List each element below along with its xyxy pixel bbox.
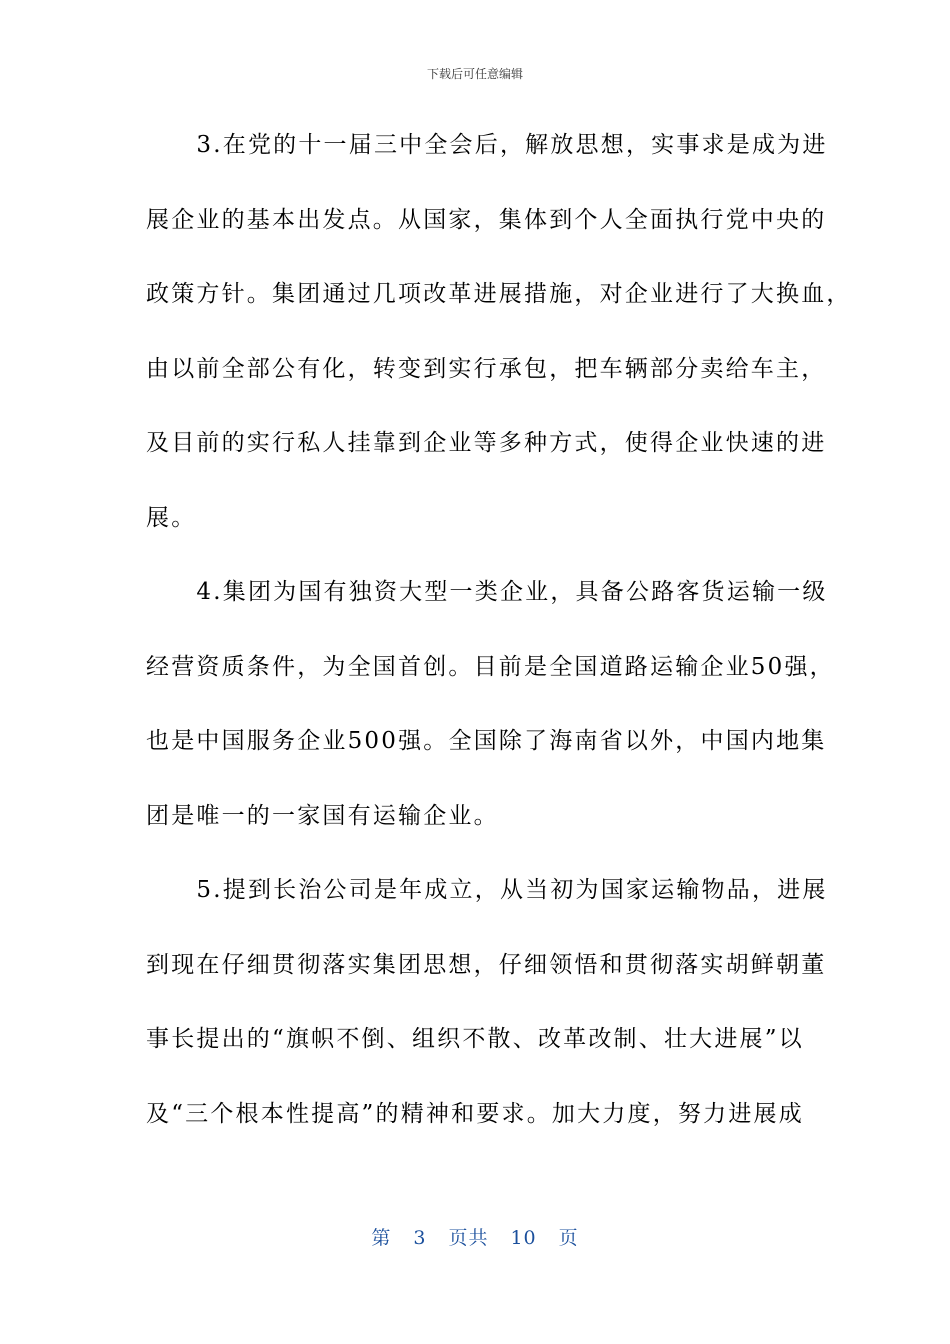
- footer-middle: 页共: [448, 1227, 489, 1249]
- document-body: [146, 122, 852, 1165]
- text-line: 事长提出的“旗帜不倒、组织不散、改革改制、壮大进展”以: [146, 1026, 804, 1052]
- text-line: 5.提到长治公司是年成立，从当初为国家运输物品，进展: [146, 877, 828, 903]
- text-line: 团是唯一的一家国有运输企业。: [146, 802, 499, 829]
- text-line: 3.在党的十一届三中全会后，解放思想，实事求是成为进: [146, 132, 828, 158]
- text-line: 经营资质条件，为全国首创。目前是全国道路运输企业50强，: [146, 653, 835, 680]
- paragraph-5: [146, 867, 828, 1165]
- text-line: 及“三个根本性提高”的精神和要求。加大力度，努力进展成: [146, 1100, 804, 1127]
- page-footer: [0, 1224, 950, 1252]
- text-line: 展。: [146, 504, 197, 531]
- text-line: 政策方针。集团通过几项改革进展措施，对企业进行了大换血，: [146, 281, 852, 307]
- text-line: 展企业的基本出发点。从国家，集体到个人全面执行党中央的: [146, 206, 827, 233]
- text-line: 及目前的实行私人挂靠到企业等多种方式，使得企业快速的进: [146, 430, 827, 456]
- footer-prefix: 第: [371, 1227, 392, 1249]
- footer-current-page: 3: [413, 1227, 427, 1249]
- page-header: 下载后可任意编辑: [426, 67, 523, 81]
- footer-suffix: 页: [558, 1227, 579, 1249]
- text-line: 由以前全部公有化，转变到实行承包，把车辆部分卖给车主，: [146, 355, 827, 382]
- text-line: 也是中国服务企业500强。全国除了海南省以外，中国内地集: [146, 728, 827, 754]
- footer-total-pages: 10: [510, 1227, 537, 1249]
- paragraph-4: [146, 569, 835, 867]
- paragraph-3: [146, 122, 852, 569]
- text-line: 到现在仔细贯彻落实集团思想，仔细领悟和贯彻落实胡鲜朝董: [146, 951, 827, 978]
- text-line: 4.集团为国有独资大型一类企业，具备公路客货运输一级: [146, 579, 828, 605]
